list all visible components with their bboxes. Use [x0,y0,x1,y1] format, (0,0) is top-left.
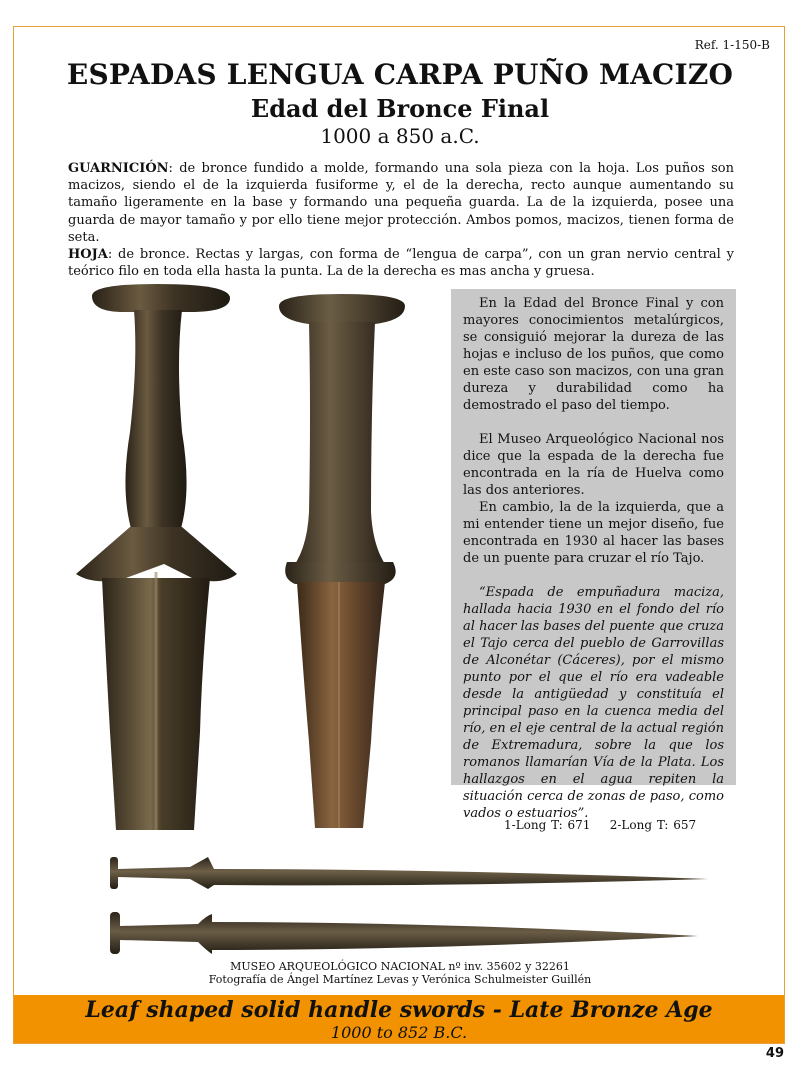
hoja-text: : de bronce. Rectas y largas, con forma de “lengua de carpa”, con un gran nervio central y teórico filo en toda ella hasta la punta. La de la derecha es mas ancha y gruesa. [68,247,734,280]
english-dates: 1000 to 852 B.C. [330,1023,468,1042]
guarnicion-text: : de bronce fundido a molde, formando una sola pieza con la hoja. Los puños son macizos, siendo el de la izquierda fusiforme y, el de la derecha, recto aunque aumentando su tamaño ligeramente en la base y formando una pequeña guarda. La de la izquierda, posee una guarda de mayor tamaño y por ello tiene mejor protección. Ambos pomos, macizos, tienen forma de seta. [68,161,734,245]
left-sword-hilt-photo [72,282,242,830]
sword-lengths [504,818,696,832]
photo-credits [0,960,800,986]
sidebar-paragraph-2: El Museo Arqueológico Nacional nos dice que la espada de la derecha fue encontrada en la ría de Huelva como las dos anteriores. [463,432,724,498]
english-title-banner [14,995,784,1043]
page-subtitle: Edad del Bronce Final [250,94,550,123]
sidebar-paragraph-3: En cambio, la de la izquierda, que a mi entender tiene un mejor diseño, fue encontrada en 1930 al hacer las bases de un puente para cruzar el río Tajo. [463,500,724,566]
museum-quote: “Espada de empuñadura maciza, hallada hacia 1930 en el fondo del río al hacer las bases del puente que cruza el Tajo cerca del pueblo de Garrovillas de Alconétar (Cáceres), por el mismo punto por el que el río era vadeable desde la antigüedad y constituía el principal paso en la cuenca media del río, en el eje central de la actual región de Extremadura, sobre la que los romanos llamarían Vía de la Plata. Los hallazgos en el agua repiten la situación cerca de zonas de paso, como vados o estuarios”. [463,585,724,821]
guarnicion-label: GUARNICIÓN [68,161,169,176]
history-sidebar [451,289,736,821]
full-sword-2-photo [108,910,700,956]
full-sword-1-photo [108,853,710,893]
length-sword-1: 1-Long T: 671 [504,818,591,832]
right-sword-hilt-photo [275,292,410,828]
page-number: 49 [765,1046,784,1061]
reference-code: Ref. 1-150-B [694,38,770,52]
page-title: ESPADAS LENGUA CARPA PUÑO MACIZO [66,58,734,91]
sidebar-paragraph-1: En la Edad del Bronce Final y con mayores conocimientos metalúrgicos, se consiguió mejorar la dureza de las hojas e incluso de los puños, que como en este caso son macizos, con una gran dureza y durabilidad como ha demostrado el paso del tiempo. [463,296,724,413]
length-sword-2: 2-Long T: 657 [609,818,697,832]
date-range: 1000 a 850 a.C. [320,124,480,148]
photo-authors: Fotografía de Ángel Martínez Levas y Verónica Schulmeister Guillén [208,973,592,986]
intro-description [68,160,734,280]
english-title: Leaf shaped solid handle swords - Late Bronze Age [85,997,713,1023]
hoja-label: HOJA [68,247,108,263]
museum-inventory: MUSEO ARQUEOLÓGICO NACIONAL nº inv. 35602 y 32261 [230,960,570,973]
